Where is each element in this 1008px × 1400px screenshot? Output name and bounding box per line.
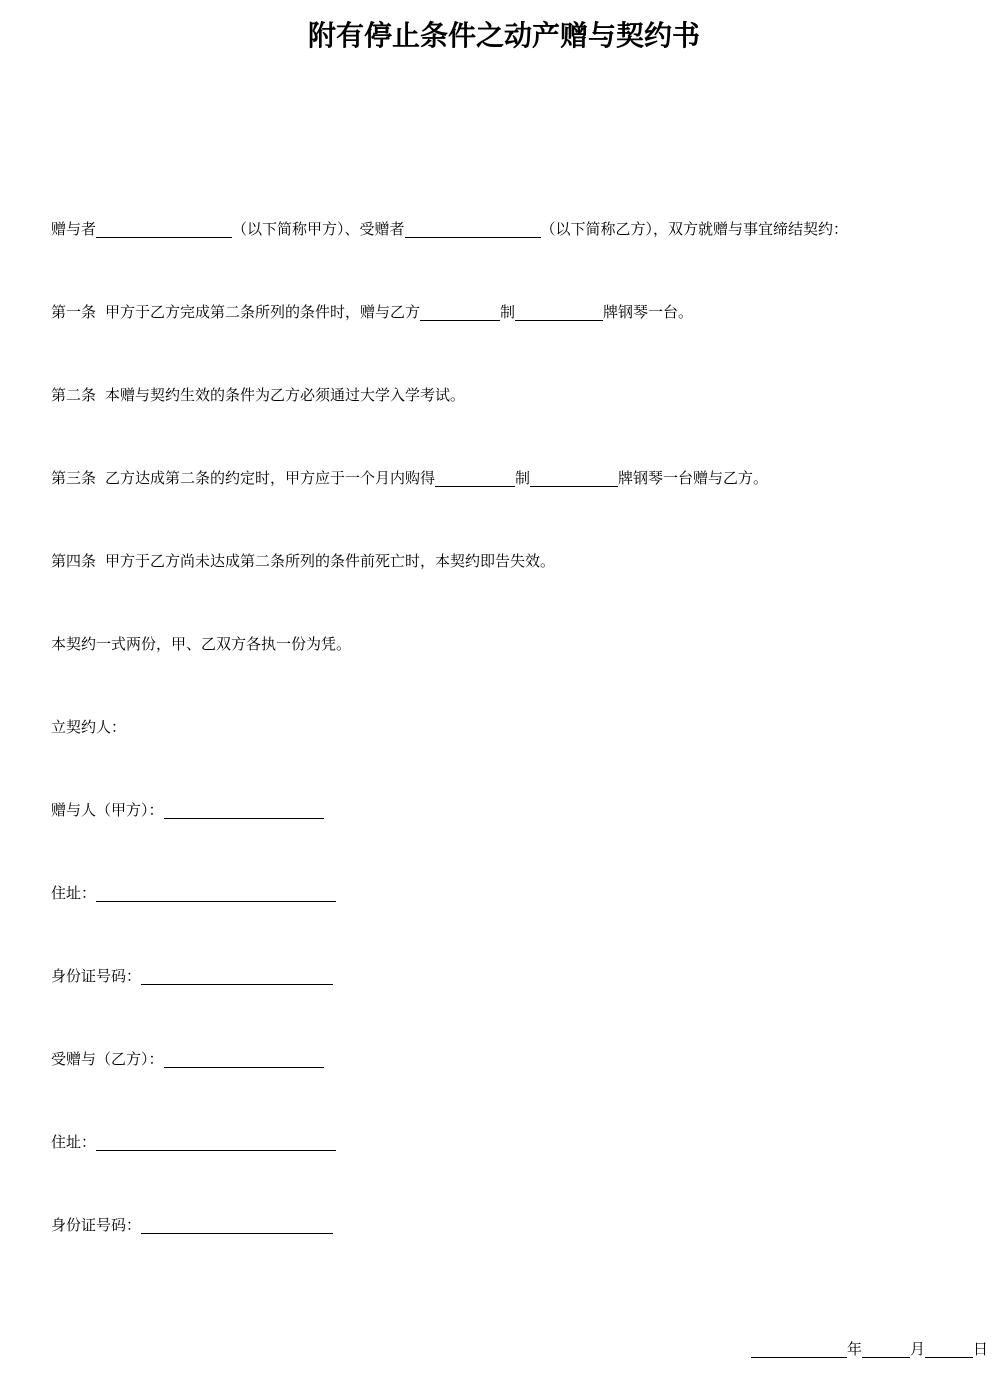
donee-name-blank[interactable]	[405, 219, 541, 238]
party-b-address-label: 住址：	[51, 1133, 97, 1151]
article-3	[51, 467, 768, 489]
party-a-id-row	[51, 965, 333, 987]
donor-note: （以下简称甲方）、受赠者	[232, 220, 405, 238]
article-2-text: 本赠与契约生效的条件为乙方必须通过大学入学考试。	[105, 386, 466, 404]
article-1-maker-blank[interactable]	[420, 302, 500, 321]
donee-note: （以下简称乙方），双方就赠与事宜缔结契约：	[540, 220, 849, 238]
party-b-address-row	[51, 1131, 336, 1153]
party-a-id-blank[interactable]	[141, 966, 333, 985]
article-3-brand-blank[interactable]	[530, 468, 618, 487]
party-b-id-blank[interactable]	[141, 1215, 333, 1234]
article-1-text-c: 牌钢琴一台。	[603, 303, 694, 321]
party-a-name-blank[interactable]	[164, 800, 324, 819]
article-3-text-b: 制	[515, 469, 531, 487]
intro-paragraph	[51, 218, 848, 240]
party-a-address-blank[interactable]	[96, 883, 336, 902]
party-a-address-label: 住址：	[51, 884, 97, 902]
party-a-name-label: 赠与人（甲方）：	[51, 801, 164, 819]
article-1	[51, 301, 693, 323]
copies-clause: 本契约一式两份，甲、乙双方各执一份为凭。	[51, 635, 352, 653]
article-2	[51, 384, 465, 406]
article-4	[51, 550, 555, 572]
party-b-name-row	[51, 1048, 324, 1070]
article-4-label: 第四条	[51, 552, 97, 570]
party-a-address-row	[51, 882, 336, 904]
article-2-label: 第二条	[51, 386, 97, 404]
day-blank[interactable]	[925, 1339, 973, 1358]
article-3-maker-blank[interactable]	[435, 468, 515, 487]
article-4-text: 甲方于乙方尚未达成第二条所列的条件前死亡时，本契约即告失效。	[105, 552, 556, 570]
day-label: 日	[972, 1340, 988, 1358]
document-title: 附有停止条件之动产赠与契约书	[307, 19, 700, 52]
party-b-name-blank[interactable]	[164, 1049, 324, 1068]
donor-name-blank[interactable]	[96, 219, 232, 238]
party-b-id-row	[51, 1214, 333, 1236]
party-b-address-blank[interactable]	[96, 1132, 336, 1151]
article-3-text-c: 牌钢琴一台赠与乙方。	[618, 469, 769, 487]
month-label: 月	[909, 1340, 925, 1358]
article-1-brand-blank[interactable]	[515, 302, 603, 321]
year-blank[interactable]	[751, 1339, 847, 1358]
article-3-text-a: 乙方达成第二条的约定时，甲方应于一个月内购得	[105, 469, 436, 487]
article-1-text-a: 甲方于乙方完成第二条所列的条件时，赠与乙方	[105, 303, 421, 321]
party-b-name-label: 受赠与（乙方）：	[51, 1050, 164, 1068]
signatories-heading: 立契约人：	[51, 718, 127, 736]
month-blank[interactable]	[862, 1339, 910, 1358]
article-1-text-b: 制	[500, 303, 516, 321]
date-row	[751, 1338, 988, 1360]
party-a-id-label: 身份证号码：	[51, 967, 142, 985]
year-label: 年	[846, 1340, 862, 1358]
party-b-id-label: 身份证号码：	[51, 1216, 142, 1234]
party-a-name-row	[51, 799, 324, 821]
article-3-label: 第三条	[51, 469, 97, 487]
donor-label: 赠与者	[51, 220, 97, 238]
article-1-label: 第一条	[51, 303, 97, 321]
